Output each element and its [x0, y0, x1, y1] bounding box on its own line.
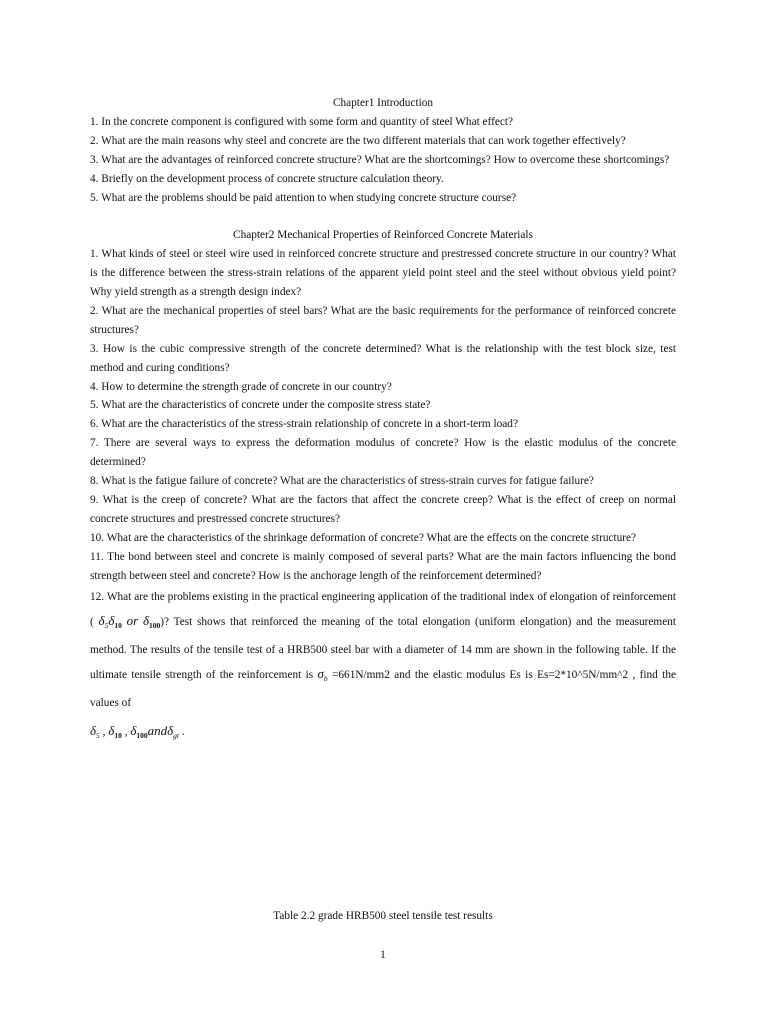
chapter1-question: 4. Briefly on the development process of concrete structure calculation theory.: [90, 172, 444, 185]
sigma-symbol: σ: [317, 666, 324, 682]
chapter1-question: 3. What are the advantages of reinforced concrete structure? What are the shortcomings? How to overcome these shortcomings?: [90, 153, 670, 166]
q12-text-part1: 12. What are the problems existing in the practical engineering application of the traditional index of elongation of reinforcement (: [90, 590, 676, 628]
table-caption: Table 2.2 grade HRB500 steel tensile test results: [273, 910, 493, 922]
subscript-10: 10: [114, 620, 122, 630]
chapter2-question: 4. How to determine the strength grade of concrete in our country?: [90, 380, 392, 393]
chapter1-question: 5. What are the problems should be paid attention to when studying concrete structure course?: [90, 191, 517, 204]
chapter2-question: 7. There are several ways to express the deformation modulus of concrete? How is the elastic modulus of the concrete determined?: [90, 437, 676, 469]
q12-text-part2: )? Test shows that reinforced the meaning of the total elongation (uniform elongation) and the measurement method. The results of the tensile test of a HRB500 steel bar with a diameter of 14 mm are shown in the following table. If the ultimate tensile strength of the reinforcement is: [90, 615, 677, 682]
and-word: and: [147, 722, 168, 738]
separator: ,: [121, 725, 131, 738]
chapter2-question: 3. How is the cubic compressive strength of the concrete determined? What is the relationship with the test block size, test method and curing conditions?: [90, 342, 676, 374]
subscript-100: 100: [149, 620, 161, 630]
chapter2-question-12: [90, 585, 676, 716]
subscript-b: b: [323, 674, 328, 684]
delta-symbol: δ: [130, 722, 137, 738]
formula-end: .: [179, 725, 185, 738]
page-number: 1: [380, 949, 386, 961]
chapter2-title: Chapter2 Mechanical Properties of Reinforced Concrete Materials: [233, 229, 533, 242]
delta-symbol: δ: [167, 722, 174, 738]
delta-symbol: δ: [98, 612, 105, 628]
subscript-gt: gt: [173, 730, 179, 740]
chapter2-question: 8. What is the fatigue failure of concrete? What are the characteristics of stress-strain curves for fatigue failure?: [90, 475, 594, 488]
chapter2-question: 5. What are the characteristics of concrete under the composite stress state?: [90, 399, 431, 412]
elongation-formula: [90, 722, 676, 746]
delta-symbol: δ: [108, 612, 115, 628]
subscript-5: 5: [96, 730, 100, 740]
subscript-5: 5: [104, 620, 109, 630]
chapter1-question: 2. What are the main reasons why steel and concrete are the two different materials that can work together effectively?: [90, 134, 626, 147]
delta-symbol: δ: [90, 722, 97, 738]
chapter1-question: 1. In the concrete component is configured with some form and quantity of steel What effect?: [90, 115, 514, 128]
or-word: or: [126, 612, 139, 628]
delta-symbol: δ: [108, 722, 115, 738]
delta-symbol: δ: [142, 612, 150, 628]
subscript-100: 100: [136, 730, 148, 740]
chapter2-question: 6. What are the characteristics of the stress-strain relationship of concrete in a short-term load?: [90, 418, 518, 431]
chapter2-question: 11. The bond between steel and concrete is mainly composed of several parts? What are the main factors influencing the bond strength between steel and concrete? How is the anchorage length of the reinforcement determined?: [90, 550, 676, 582]
chapter2-question: 1. What kinds of steel or steel wire used in reinforced concrete structure and prestressed concrete structure in our country? What is the difference between the stress-strain relations of the apparent yield point steel and the steel without obvious yield point? Why yield strength as a strength design index?: [90, 248, 676, 299]
chapter2-question: 10. What are the characteristics of the shrinkage deformation of concrete? What are the effects on the concrete structure?: [90, 531, 637, 544]
document-body: [90, 94, 676, 745]
q12-text-part3: =661N/mm2 and the elastic modulus Es is Es=2*10^5N/mm^2 , find the values of: [90, 669, 676, 710]
separator: ,: [99, 725, 109, 738]
subscript-10: 10: [114, 730, 122, 740]
chapter2-question: 2. What are the mechanical properties of steel bars? What are the basic requirements for the performance of reinforced concrete structures?: [90, 304, 676, 336]
chapter2-question: 9. What is the creep of concrete? What are the factors that affect the concrete creep? What is the effect of creep on normal concrete structures and prestressed concrete structures?: [90, 494, 676, 525]
chapter1-title: Chapter1 Introduction: [332, 97, 434, 109]
